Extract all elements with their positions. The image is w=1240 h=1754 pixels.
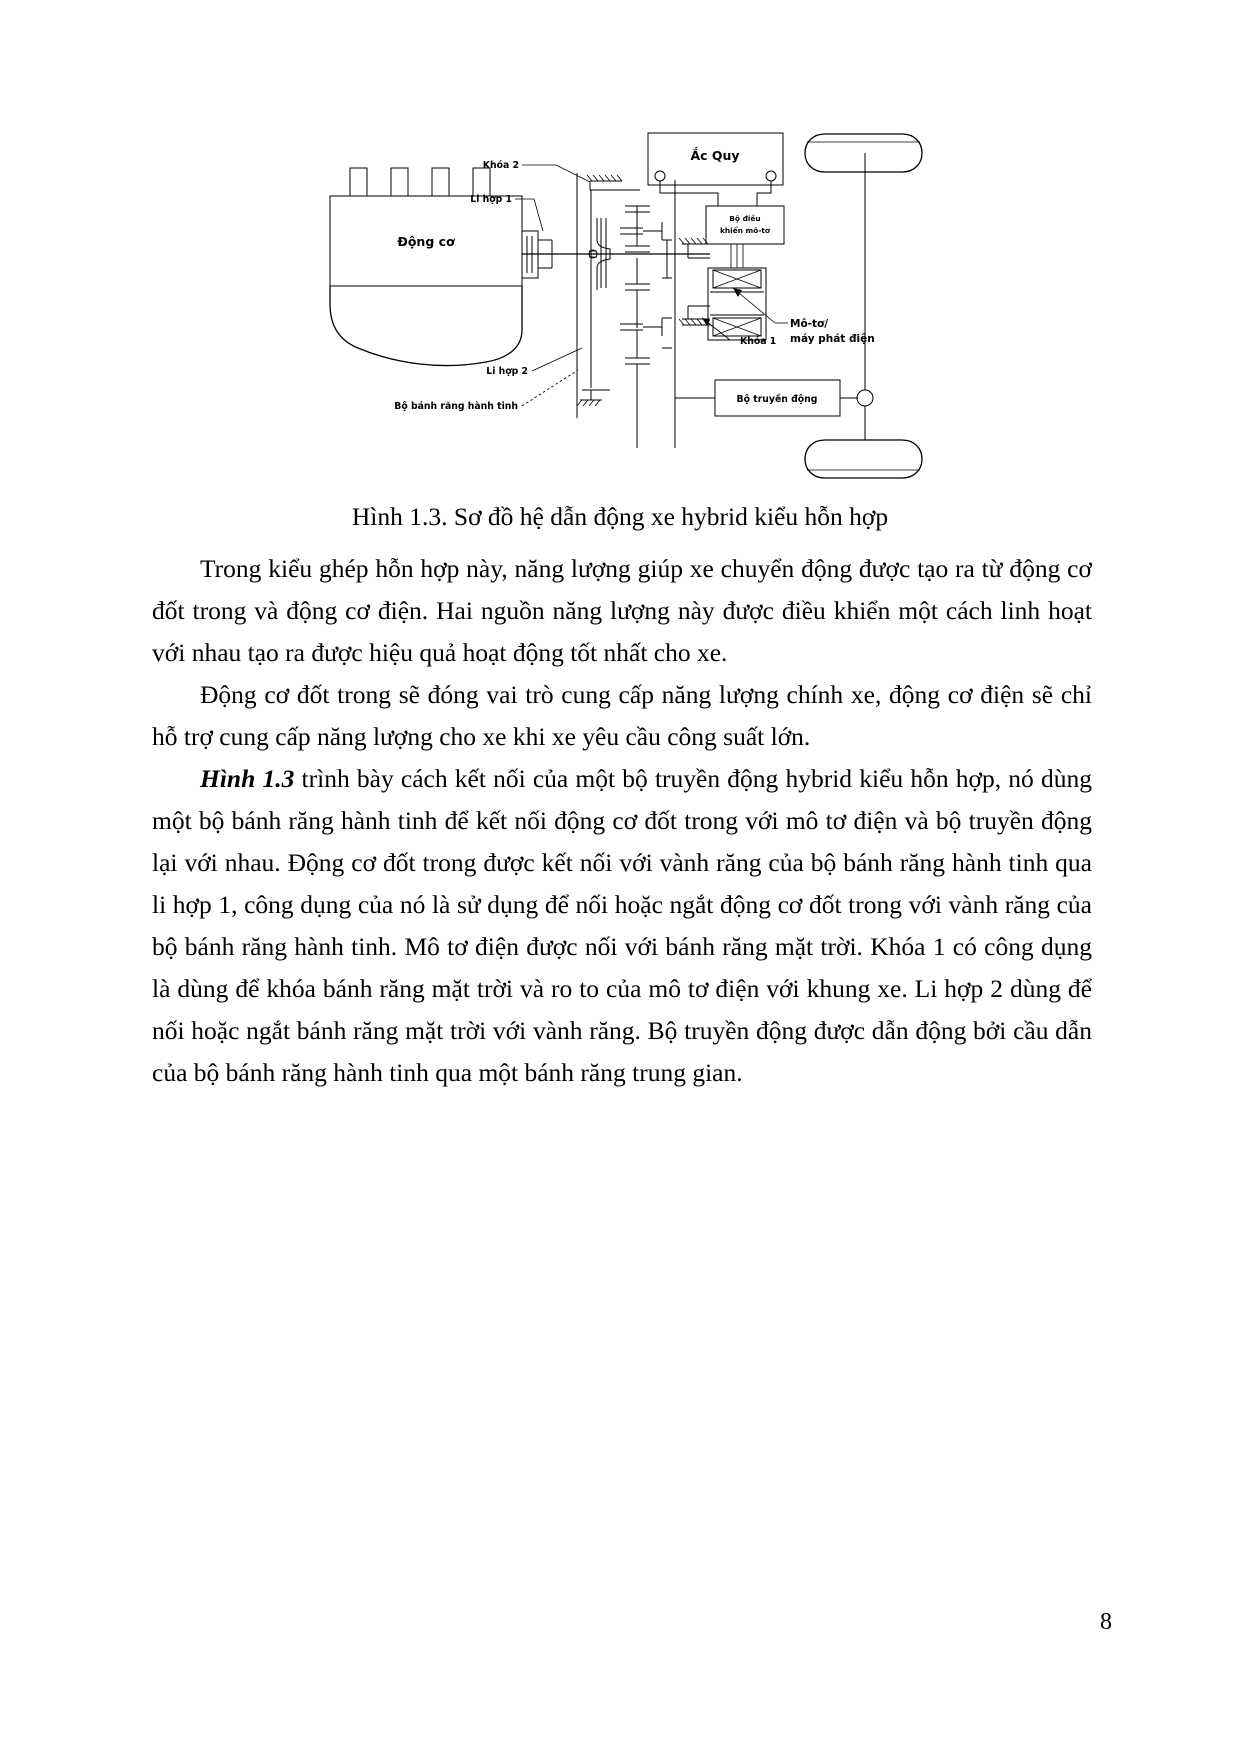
- planetary-gear-label: Bộ bánh răng hành tinh: [394, 401, 518, 412]
- page-number: 8: [1100, 1609, 1112, 1635]
- planetary-gear-leader: [522, 370, 578, 406]
- battery-terminal-negative: [655, 171, 665, 181]
- battery-label: Ắc Quy: [690, 148, 740, 163]
- gear-idler-upper: [620, 222, 662, 240]
- drivetrain-schematic-svg: [310, 118, 930, 508]
- battery-group: [648, 133, 783, 206]
- engine-label: Động cơ: [397, 234, 455, 249]
- paragraph-3-lead: Hình 1.3: [200, 764, 295, 793]
- motor-controller-label-line2: khiển mô-tơ: [719, 226, 771, 235]
- lock-1-label: Khóa 1: [740, 336, 777, 347]
- motor-generator-label-line1: Mô-tơ/: [790, 318, 829, 330]
- clutch-1-label: Li hợp 1: [470, 194, 512, 205]
- paragraph-1: Trong kiểu ghép hỗn hợp này, năng lượng giúp xe chuyển động được tạo ra từ động cơ đốt trong và động cơ điện. Hai nguồn năng lượng này được điều khiển một cách linh hoạt với nhau tạo ra được hiệu quả hoạt động tốt nhất cho xe.: [152, 554, 1092, 667]
- paragraph-3-rest: trình bày cách kết nối của một bộ truyền động hybrid kiểu hỗn hợp, nó dùng một bộ bánh răng hành tinh để kết nối động cơ đốt trong với mô tơ điện và bộ truyền động lại với nhau. Động cơ đốt trong được kết nối với vành răng của bộ bánh răng hành tinh qua li hợp 1, công dụng của nó là sử dụng để nối hoặc ngắt động cơ đốt trong với vành răng của bộ bánh răng hành tinh. Mô tơ điện được nối với bánh răng mặt trời. Khóa 1 có công dụng là dùng để khóa bánh răng mặt trời và ro to của mô tơ điện với khung xe. Li hợp 2 dùng để nối hoặc ngắt bánh răng mặt trời với vành răng. Bộ truyền động được dẫn động bởi cầu dẫn của bộ bánh răng hành tinh qua một bánh răng trung gian.: [152, 764, 1092, 1087]
- motor-generator-label-line2: máy phát điện: [790, 333, 875, 345]
- planetary-gearset-group: [577, 173, 662, 418]
- motor-controller-group: [706, 206, 784, 268]
- figure-hybrid-drivetrain-diagram: [0, 118, 1240, 518]
- paragraph-2: Động cơ đốt trong sẽ đóng vai trò cung cấp năng lượng chính xe, động cơ điện sẽ chỉ hỗ trợ cung cấp năng lượng cho xe khi xe yêu cầu công suất lớn.: [152, 680, 1092, 751]
- transmission-label: Bộ truyền động: [736, 394, 818, 405]
- clutch-1-leader: [515, 199, 543, 231]
- lock-2-ground-group: [587, 175, 640, 190]
- battery-terminal-positive: [766, 171, 776, 181]
- lock-2-label: Khóa 2: [482, 160, 519, 171]
- transmission-group: [675, 380, 858, 416]
- gear-sun: [625, 236, 650, 252]
- lock-2-leader: [522, 165, 590, 182]
- gear-bottom-pair: [620, 318, 662, 364]
- wheel-bottom: [805, 440, 922, 478]
- clutch-2-label: Li hợp 2: [486, 366, 528, 377]
- motor-controller-label-line1: Bộ điều: [729, 214, 761, 223]
- body-text-container: [152, 548, 1092, 1094]
- planetary-ground-symbol: [577, 390, 610, 406]
- figure-caption: Hình 1.3. Sơ đồ hệ dẫn động xe hybrid kiểu hỗn hợp: [351, 502, 889, 531]
- clutch-2-leader: [532, 348, 582, 371]
- lock-1-ground-upper: [679, 238, 710, 258]
- paragraph-3: [152, 758, 1092, 1094]
- differential-hub: [857, 390, 873, 406]
- wheel-top: [805, 134, 922, 172]
- gear-lower-ring: [625, 258, 650, 328]
